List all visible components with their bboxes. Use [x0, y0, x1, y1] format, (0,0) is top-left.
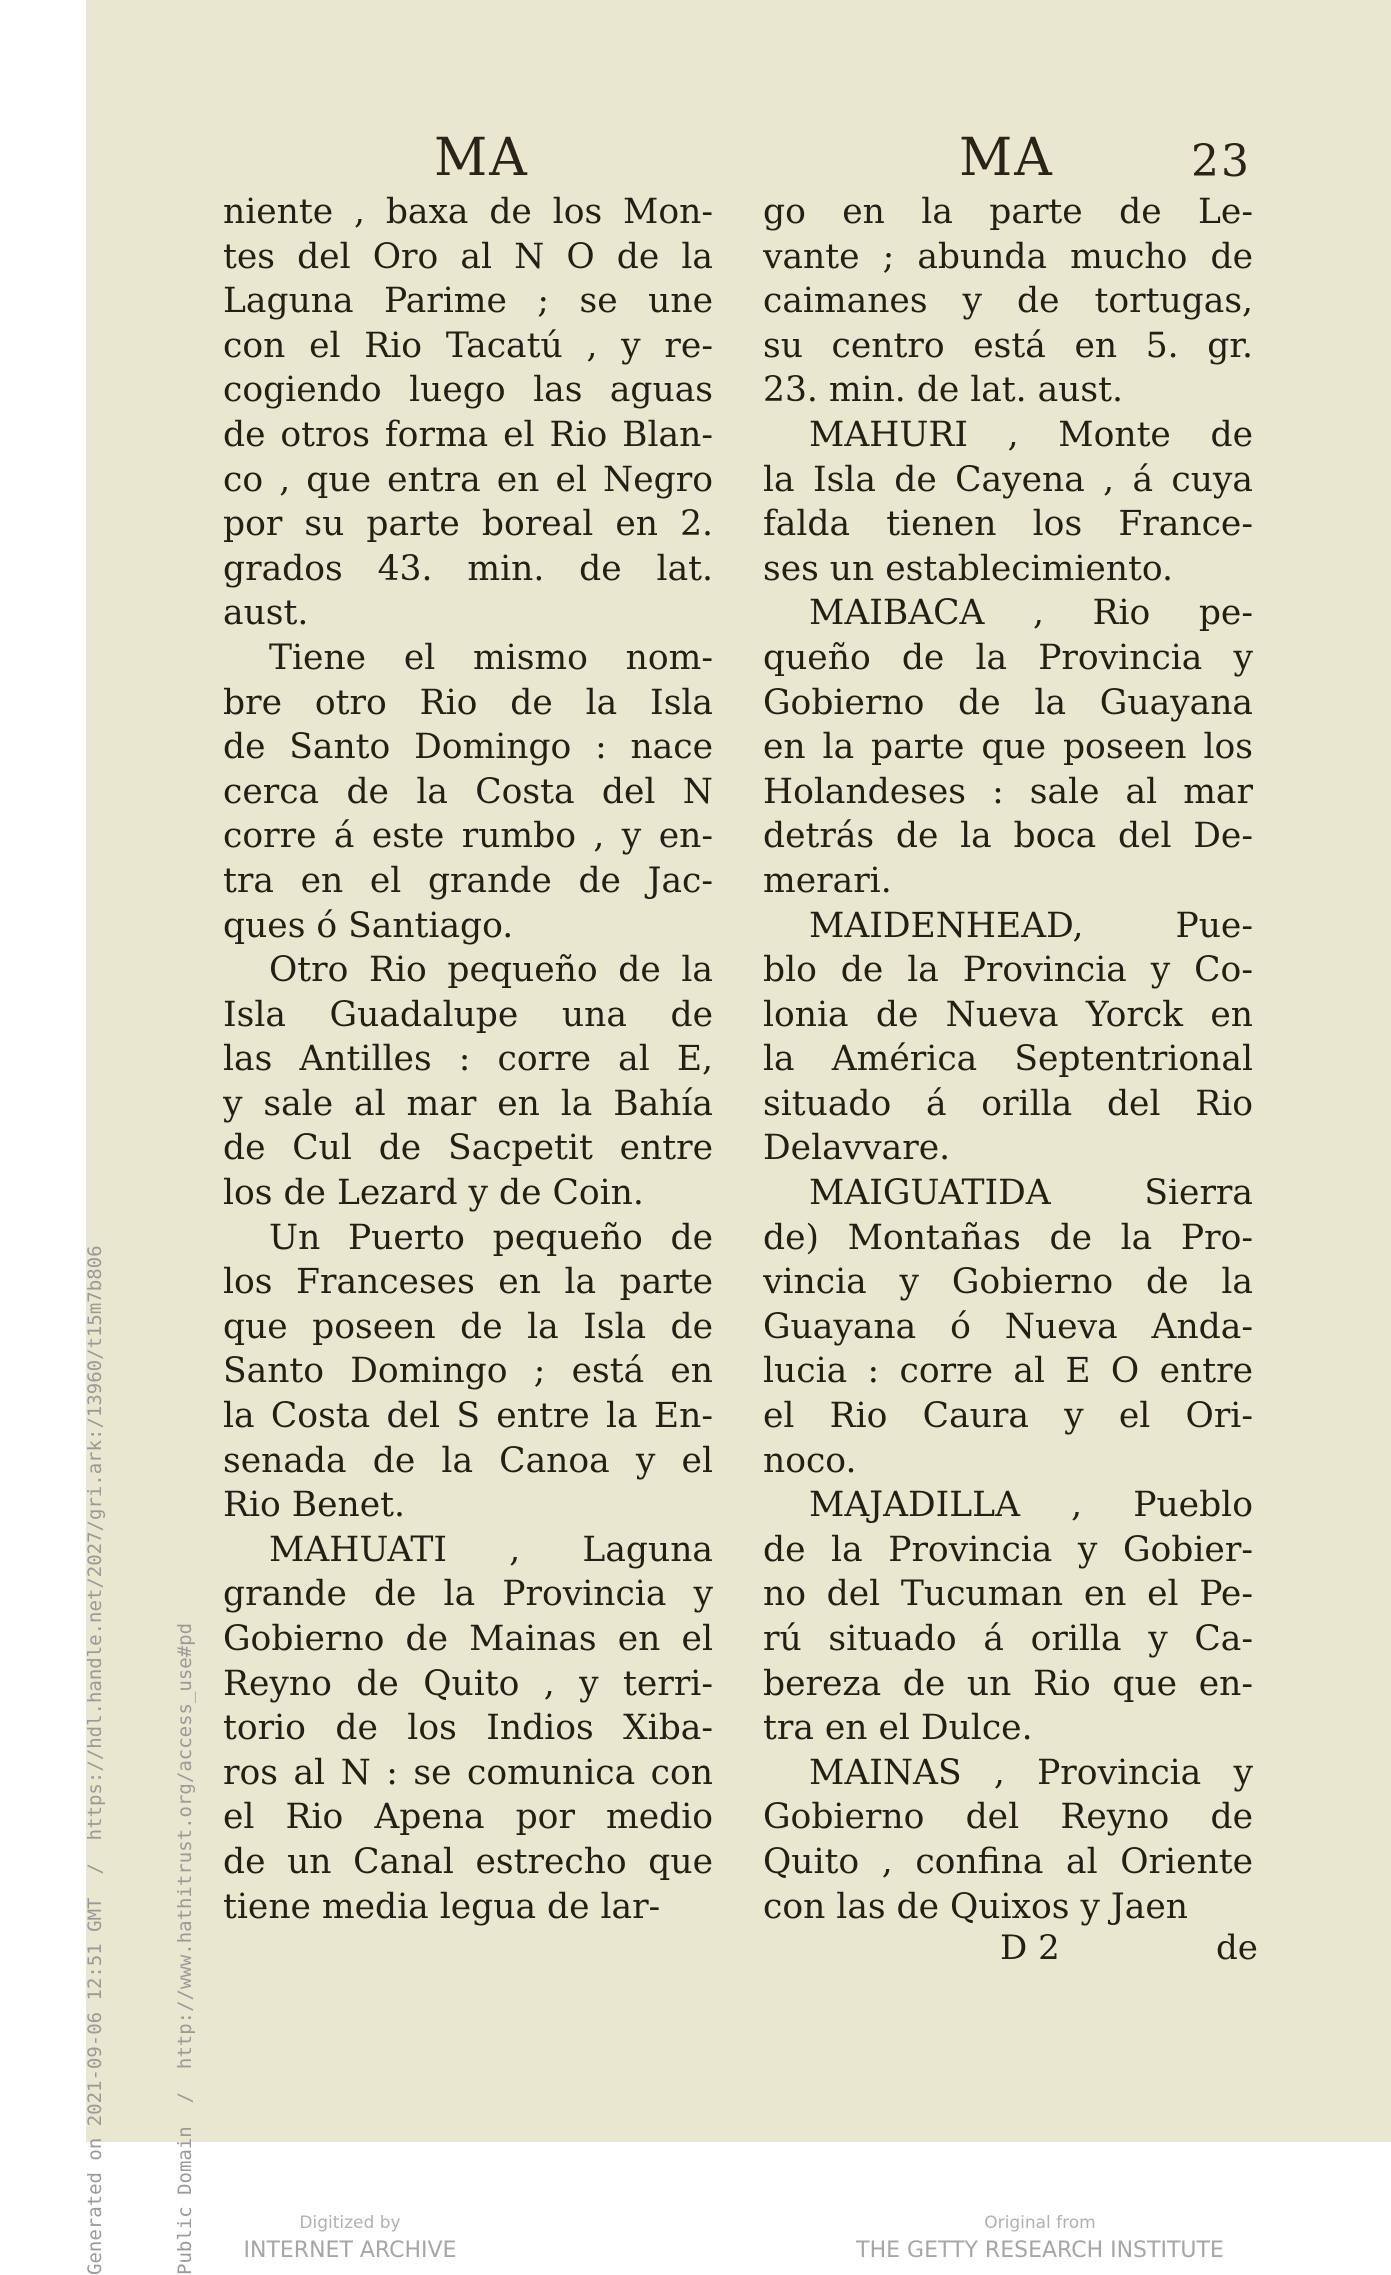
text-line: bre otro Rio de la Isla	[223, 682, 713, 723]
text-line: MAIGUATIDA Sierra	[809, 1173, 1253, 1214]
text-line: de la Provincia y Gobier-	[763, 1529, 1253, 1570]
text-line: Quito , confina al Oriente	[763, 1841, 1253, 1882]
text-line: la América Septentrional	[763, 1039, 1253, 1080]
text-line: con el Rio Tacatú , y re-	[223, 325, 713, 366]
text-line: Reyno de Quito , y terri-	[223, 1663, 713, 1704]
text-line: y sale al mar en la Bahía	[223, 1083, 713, 1124]
text-line: de) Montañas de la Pro-	[763, 1217, 1253, 1258]
text-line: senada de la Canoa y el	[223, 1440, 713, 1481]
text-line: cerca de la Costa del N	[223, 771, 713, 812]
hathitrust-stamp	[20, 5, 196, 2275]
text-line: lonia de Nueva Yorck en	[763, 994, 1253, 1035]
text-line: corre á este rumbo , y en-	[223, 816, 713, 857]
text-line: de Santo Domingo : nace	[223, 727, 713, 768]
text-line: ros al N : se comunica con	[223, 1752, 713, 1793]
text-line: tes del Oro al N O de la	[223, 236, 713, 277]
stamp-line-1: Generated on 2021-09-06 12:51 GMT / https://hdl.handle.net/2027/gri.ark:/13960/t15m7b806	[84, 1245, 106, 2275]
text-line: grande de la Provincia y	[223, 1574, 713, 1615]
text-line: Otro Rio pequeño de la	[269, 950, 713, 991]
text-line: la Isla de Cayena , á cuya	[763, 459, 1253, 500]
text-line: Holandeses : sale al mar	[763, 771, 1253, 812]
text-line: MAHURI , Monte de	[809, 414, 1253, 455]
text-line: situado á orilla del Rio	[763, 1083, 1253, 1124]
signature-mark: D 2	[1000, 1928, 1060, 1968]
text-line: 23. min. de lat. aust.	[763, 370, 1123, 411]
original-from-label: Original from	[984, 2213, 1096, 2233]
text-line: por su parte boreal en 2.	[223, 504, 713, 545]
text-line: torio de los Indios Xiba-	[223, 1708, 713, 1749]
text-line: de Cul de Sacpetit entre	[223, 1128, 713, 1169]
left-text-column	[223, 190, 713, 1929]
text-line: niente , baxa de los Mon-	[223, 192, 713, 232]
catchword: de	[1216, 1928, 1258, 1968]
text-line: falda tienen los France-	[763, 504, 1253, 545]
getty-institute-text: THE GETTY RESEARCH INSTITUTE	[856, 2238, 1224, 2263]
text-line: MAIBACA , Rio pe-	[809, 593, 1253, 634]
text-line: en la parte que poseen los	[763, 727, 1253, 768]
text-line: la Costa del S entre la En-	[223, 1396, 713, 1437]
text-line: MAJADILLA , Pueblo	[809, 1485, 1253, 1526]
text-line: Guayana ó Nueva Anda-	[763, 1306, 1253, 1347]
text-line: no del Tucuman en el Pe-	[763, 1574, 1253, 1615]
text-line: MAIDENHEAD, Pue-	[809, 905, 1253, 946]
text-line: lucia : corre al E O entre	[763, 1351, 1253, 1392]
text-line: merari.	[763, 860, 892, 901]
text-line: Laguna Parime ; se une	[223, 281, 713, 322]
text-line: ques ó Santiago.	[223, 905, 514, 946]
text-line: el Rio Caura y el Ori-	[763, 1396, 1253, 1437]
text-line: ses un establecimiento.	[763, 548, 1174, 589]
text-line: las Antilles : corre al E,	[223, 1039, 713, 1080]
text-line: los Franceses en la parte	[223, 1262, 713, 1303]
text-line: vante ; abunda mucho de	[763, 236, 1253, 277]
footer-original-from	[830, 2210, 1250, 2266]
text-line: tiene media legua de lar-	[223, 1886, 661, 1927]
text-line: tra en el grande de Jac-	[223, 860, 713, 901]
text-line: rú situado á orilla y Ca-	[763, 1619, 1253, 1659]
right-running-head: MA	[959, 128, 1054, 188]
digitized-by-label: Digitized by	[299, 2213, 401, 2233]
text-line: Rio Benet.	[223, 1485, 405, 1526]
text-line: aust.	[223, 593, 309, 634]
text-line: Gobierno del Reyno de	[763, 1797, 1253, 1838]
page-number: 23	[1191, 136, 1251, 187]
stamp-line-2: Public Domain / http://www.hathitrust.org/access_use#pd	[174, 1622, 196, 2275]
text-line: go en la parte de Le-	[763, 192, 1253, 232]
text-line: detrás de la boca del De-	[763, 816, 1253, 857]
book-page	[86, 0, 1391, 2142]
text-line: vincia y Gobierno de la	[763, 1262, 1253, 1303]
text-line: Gobierno de Mainas en el	[223, 1619, 713, 1659]
text-line: grados 43. min. de lat.	[223, 548, 713, 589]
text-line: de un Canal estrecho que	[223, 1841, 713, 1882]
text-line: Tiene el mismo nom-	[269, 637, 713, 678]
text-line: de otros forma el Rio Blan-	[223, 414, 713, 455]
text-line: MAINAS , Provincia y	[809, 1752, 1253, 1793]
text-line: Delavvare.	[763, 1128, 951, 1169]
footer-digitized-by	[200, 2210, 500, 2266]
text-line: que poseen de la Isla de	[223, 1306, 713, 1347]
text-line: Isla Guadalupe una de	[223, 994, 713, 1035]
text-line: su centro está en 5. gr.	[763, 325, 1253, 366]
text-line: Gobierno de la Guayana	[763, 682, 1253, 723]
text-line: bereza de un Rio que en-	[763, 1663, 1253, 1704]
text-line: caimanes y de tortugas,	[763, 281, 1253, 322]
text-line: co , que entra en el Negro	[223, 459, 713, 500]
text-line: con las de Quixos y Jaen	[763, 1886, 1188, 1927]
text-line: Un Puerto pequeño de	[269, 1217, 713, 1258]
text-line: tra en el Dulce.	[763, 1708, 1033, 1749]
text-line: el Rio Apena por medio	[223, 1797, 713, 1838]
text-line: los de Lezard y de Coin.	[223, 1173, 644, 1214]
internet-archive-logo-text: INTERNET ARCHIVE	[243, 2238, 457, 2263]
text-line: cogiendo luego las aguas	[223, 370, 713, 411]
right-text-column	[763, 190, 1253, 1929]
text-line: Santo Domingo ; está en	[223, 1351, 713, 1392]
left-running-head: MA	[434, 128, 529, 188]
text-line: MAHUATI , Laguna	[269, 1529, 713, 1570]
text-line: queño de la Provincia y	[763, 637, 1253, 678]
text-line: noco.	[763, 1440, 857, 1481]
text-line: blo de la Provincia y Co-	[763, 950, 1253, 991]
